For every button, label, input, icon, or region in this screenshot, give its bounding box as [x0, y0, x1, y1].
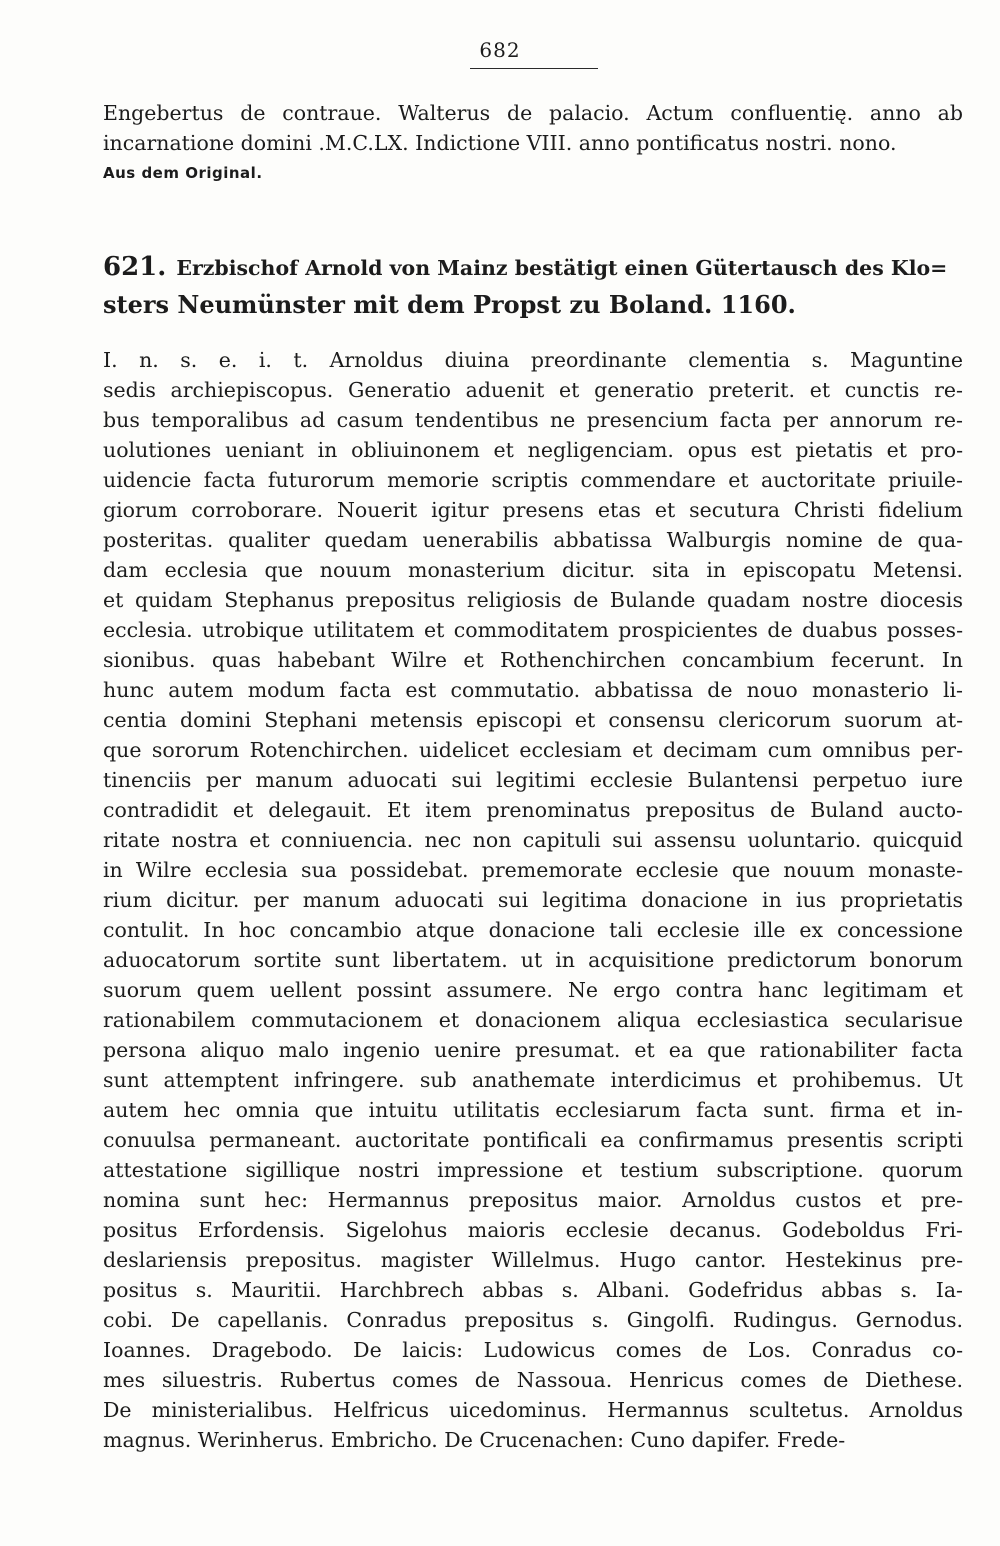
text-line: uolutiones ueniant in obliuinonem et negligenciam. opus est pietatis et pro- [103, 438, 963, 462]
text-line: que sororum Rotenchirchen. uidelicet ecclesiam et decimam cum omnibus per- [103, 738, 963, 762]
text-line: sedis archiepiscopus. Generatio aduenit et generatio preterit. et cunctis re- [103, 378, 963, 402]
text-line: bus temporalibus ad casum tendentibus ne presencium facta per annorum re- [103, 408, 963, 432]
text-line: positus s. Mauritii. Harchbrech abbas s. Albani. Godefridus abbas s. Ia- [103, 1278, 963, 1302]
text-line: ecclesia. utrobique utilitatem et commoditatem prospicientes de duabus posses- [103, 618, 963, 642]
text-line: De ministerialibus. Helfricus uicedominus. Hermannus scultetus. Arnoldus [103, 1398, 963, 1422]
text-line: uidencie facta futurorum memorie scriptis commendare et auctoritate priuile- [103, 468, 963, 492]
page-number: 682 [479, 38, 521, 62]
intro-block [103, 98, 963, 188]
text-line: tinenciis per manum aduocati sui legitimi ecclesie Bulantensi perpetuo iure [103, 768, 963, 792]
text-line: persona aliquo malo ingenio uenire presumat. et ea que rationabiliter facta [103, 1038, 963, 1062]
text-line: deslariensis prepositus. magister Willelmus. Hugo cantor. Hestekinus pre- [103, 1248, 963, 1272]
heading-line-2: sters Neumünster mit dem Propst zu Boland. 1160. [103, 290, 796, 319]
text-line: cobi. De capellanis. Conradus prepositus s. Gingolfi. Rudingus. Gernodus. [103, 1308, 963, 1332]
text-line: sionibus. quas habebant Wilre et Rothenchirchen concambium fecerunt. In [103, 648, 963, 672]
text-line: I. n. s. e. i. t. Arnoldus diuina preordinante clementia s. Maguntine [103, 348, 963, 372]
intro-line: Engebertus de contraue. Walterus de palacio. Actum confluentię. anno ab [103, 101, 963, 125]
source-note: Aus dem Original. [103, 164, 263, 182]
text-line: sunt attemptent infringere. sub anathemate interdicimus et prohibemus. Ut [103, 1068, 963, 1092]
text-line: rium dicitur. per manum aduocati sui legitima donacione in ius proprietatis [103, 888, 963, 912]
text-line: dam ecclesia que nouum monasterium dicitur. sita in episcopatu Metensi. [103, 558, 963, 582]
text-line: attestatione sigillique nostri impressione et testium subscriptione. quorum [103, 1158, 963, 1182]
page-number-rule [470, 68, 598, 69]
text-line: nomina sunt hec: Hermannus prepositus maior. Arnoldus custos et pre- [103, 1188, 963, 1212]
text-line: positus Erfordensis. Sigelohus maioris ecclesie decanus. Godeboldus Fri- [103, 1218, 963, 1242]
text-line: mes siluestris. Rubertus comes de Nassoua. Henricus comes de Diethese. [103, 1368, 963, 1392]
text-line: suorum quem uellent possint assumere. Ne ergo contra hanc legitimam et [103, 978, 963, 1002]
text-line: in Wilre ecclesia sua possidebat. prememorate ecclesie que nouum monaste- [103, 858, 963, 882]
text-line: contulit. In hoc concambio atque donacione tali ecclesie ille ex concessione [103, 918, 963, 942]
charter-number: 621. [103, 252, 167, 282]
text-line: posteritas. qualiter quedam uenerabilis abbatissa Walburgis nomine de qua- [103, 528, 963, 552]
intro-line: incarnatione domini .M.C.LX. Indictione VIII. anno pontificatus nostri. nono. [103, 131, 897, 155]
text-line: contradidit et delegauit. Et item prenominatus prepositus de Buland aucto- [103, 798, 963, 822]
charter-text [103, 345, 963, 1455]
text-line: autem hec omnia que intuitu utilitatis ecclesiarum facta sunt. firma et in- [103, 1098, 963, 1122]
text-line: Ioannes. Dragebodo. De laicis: Ludowicus comes de Los. Conradus co- [103, 1338, 963, 1362]
text-line: hunc autem modum facta est commutatio. abbatissa de nouo monasterio li- [103, 678, 963, 702]
text-line: et quidam Stephanus prepositus religiosis de Bulande quadam nostre diocesis [103, 588, 963, 612]
charter-heading [103, 248, 963, 324]
text-line: magnus. Werinherus. Embricho. De Crucenachen: Cuno dapifer. Frede- [103, 1428, 846, 1452]
heading-line-1: Erzbischof Arnold von Mainz bestätigt einen Gütertausch des Klo= [176, 256, 948, 280]
text-line: centia domini Stephani metensis episcopi et consensu clericorum suorum at- [103, 708, 963, 732]
text-line: ritate nostra et conniuencia. nec non capituli sui assensu uoluntario. quicquid [103, 828, 963, 852]
text-line: giorum corroborare. Nouerit igitur presens etas et secutura Christi fidelium [103, 498, 963, 522]
text-line: conuulsa permaneant. auctoritate pontificali ea confirmamus presentis scripti [103, 1128, 963, 1152]
text-line: rationabilem commutacionem et donacionem aliqua ecclesiastica secularisue [103, 1008, 963, 1032]
text-line: aduocatorum sortite sunt libertatem. ut in acquisitione predictorum bonorum [103, 948, 963, 972]
